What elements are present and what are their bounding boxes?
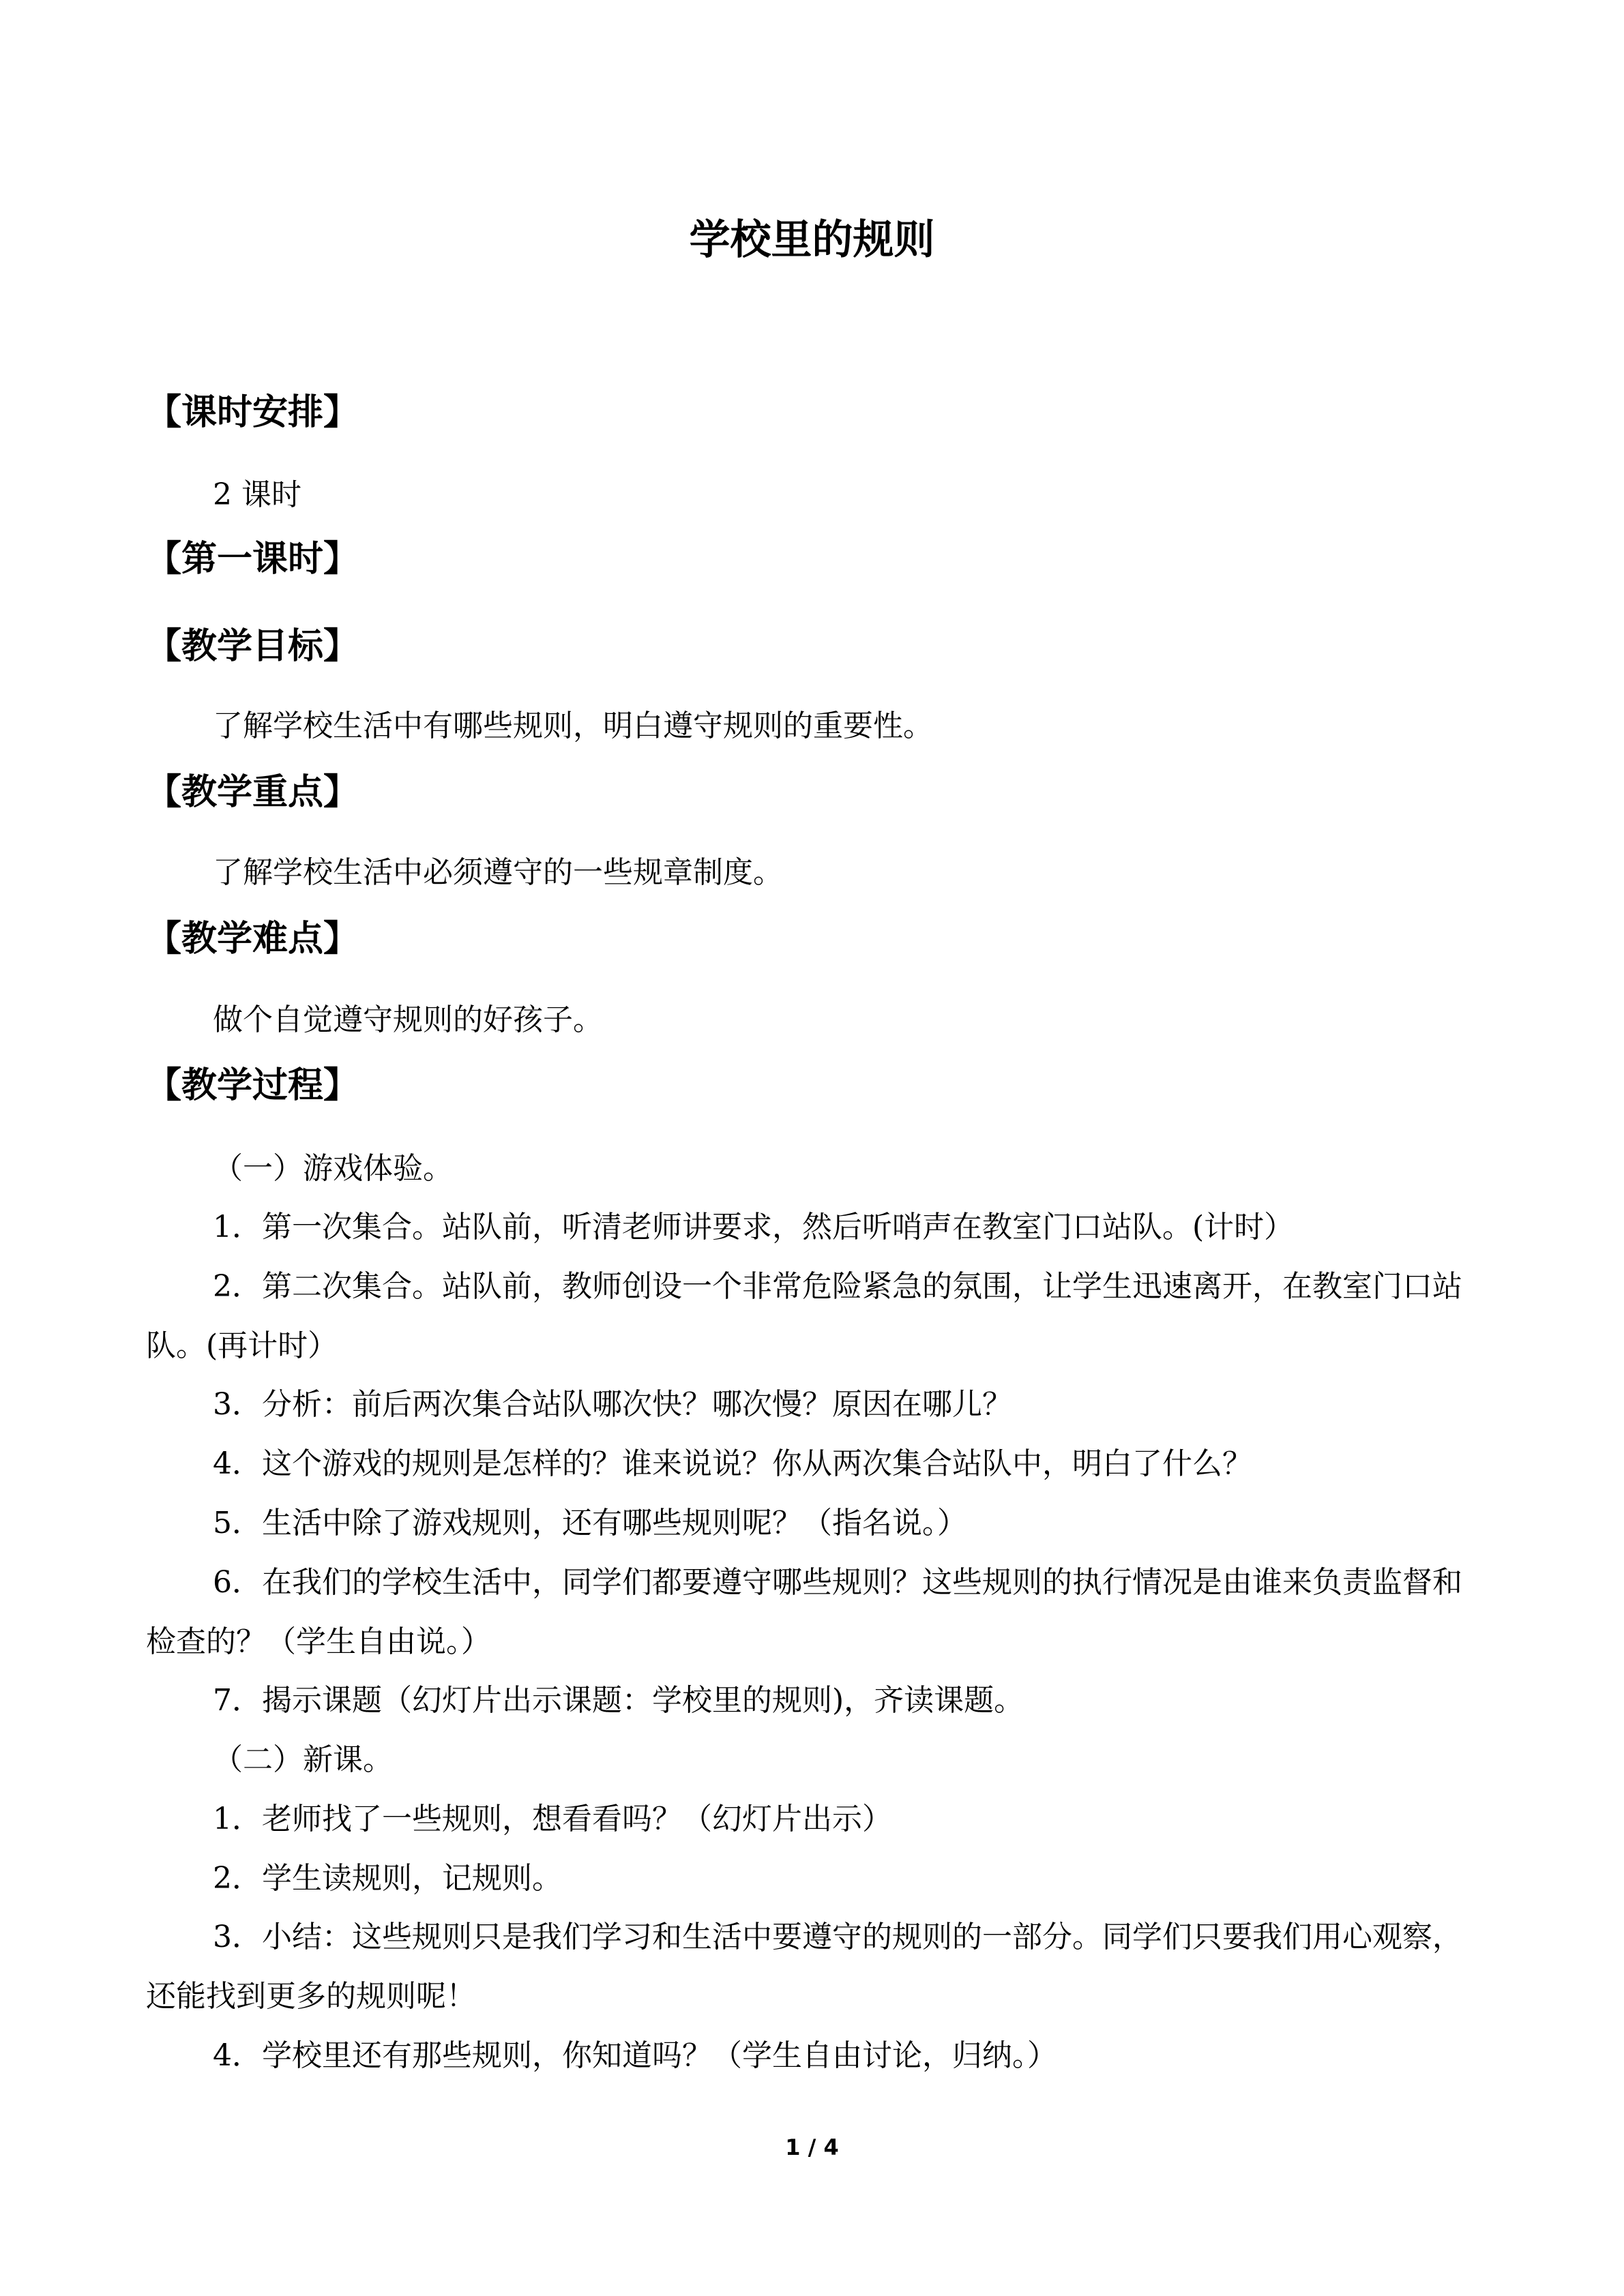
list-item: 4．学校里还有那些规则，你知道吗？（学生自由讨论，归纳。） (213, 2038, 1057, 2073)
list-item: 3．小结：这些规则只是我们学习和生活中要遵守的规则的一部分。同学们只要我们用心观察，还能找到更多的规则呢！ (146, 1920, 1462, 2014)
goals-text: 了解学校生活中有哪些规则，明白遵守规则的重要性。 (213, 709, 933, 743)
page-number: 1 / 4 (785, 2134, 839, 2160)
list-item: 2．第二次集合。站队前，教师创设一个非常危险紧急的氛围，让学生迅速离开，在教室门口站队。(再计时） (146, 1269, 1462, 1363)
first-lesson-heading: 【第一课时】 (146, 539, 359, 580)
schedule-text: 2 课时 (213, 477, 301, 512)
process-part1-title: （一）游戏体验。 (213, 1151, 453, 1186)
key-points-heading: 【教学重点】 (146, 772, 359, 813)
list-item: 7．揭示课题（幻灯片出示课题：学校里的规则)，齐读课题。 (213, 1683, 1024, 1718)
list-item: 5．生活中除了游戏规则，还有哪些规则呢？（指名说。） (213, 1506, 967, 1540)
schedule-heading: 【课时安排】 (146, 392, 359, 433)
difficulties-heading: 【教学难点】 (146, 919, 359, 959)
difficulties-text: 做个自觉遵守规则的好孩子。 (213, 1002, 603, 1037)
list-item: 6．在我们的学校生活中，同学们都要遵守哪些规则？这些规则的执行情况是由谁来负责监督和检查的？（学生自由说。） (146, 1565, 1462, 1659)
goals-heading: 【教学目标】 (146, 626, 359, 667)
list-item: 2．学生读规则，记规则。 (213, 1861, 562, 1896)
process-part2-title: （二）新课。 (213, 1742, 393, 1777)
key-points-text: 了解学校生活中必须遵守的一些规章制度。 (213, 855, 783, 890)
list-item: 1．第一次集合。站队前，听清老师讲要求，然后听哨声在教室门口站队。(计时） (213, 1210, 1295, 1244)
list-item: 1．老师找了一些规则，想看看吗？（幻灯片出示） (213, 1802, 892, 1836)
list-item: 3．分析：前后两次集合站队哪次快？哪次慢？原因在哪儿？ (213, 1387, 1012, 1422)
list-item: 4．这个游戏的规则是怎样的？谁来说说？你从两次集合站队中，明白了什么？ (213, 1446, 1252, 1481)
process-heading: 【教学过程】 (146, 1065, 359, 1106)
document-title: 学校里的规则 (689, 216, 935, 264)
